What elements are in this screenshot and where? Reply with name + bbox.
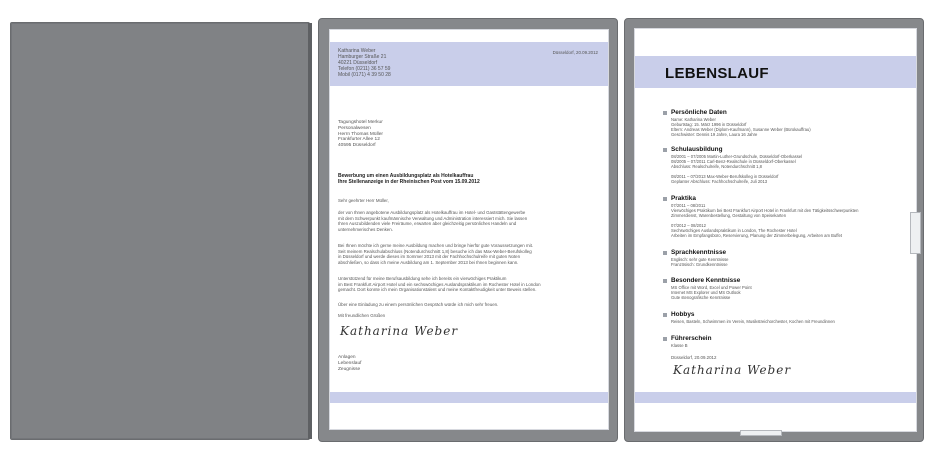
cv-section-internships [671, 195, 858, 238]
cv-section-skills [671, 277, 752, 300]
cv-section-school [671, 146, 802, 184]
letter-paragraph-1: der von Ihnen angebotene Ausbildungsplatz als Hotelkauffrau im Hotel- und Gaststättengewerbe mit dem Schwerpunkt kaufmännische Verwaltung und Administration interessiert mich. Sie lassen Ihren Auszubildenden viele Freiräume, erwarten aber gleichzeitig persönliches Handeln und unternehmerisches Denken. [338, 210, 528, 232]
letter-signature: Katharina Weber [340, 324, 459, 338]
cv-footer-band [635, 392, 916, 403]
bullet-square-icon [663, 337, 667, 341]
cv-sheet [634, 28, 917, 432]
cv-title: LEBENSLAUF [665, 65, 769, 82]
bullet-square-icon [663, 279, 667, 283]
cv-section-license [671, 335, 712, 348]
footer-band [330, 392, 608, 403]
cover-letter-sheet [329, 29, 609, 430]
letter-paragraph-2: Bei Ihnen möchte ich gerne meine Ausbildung machen und bringe hierfür gute Voraussetzungen mit. Seit meinem Realschulabschluss (Notendurchschnitt 1,8) besuche ich das Max-Weber-Berufskolleg in Düsseldorf und werde dieses im Sommer 2013 mit der Fachhochschulreife mit guten Noten abschließen, so dass ich meine Ausbildung am 1. September 2013 bei Ihnen beginnen kann. [338, 243, 534, 265]
section-text: Name: Katharina Weber Geburtstag: 15. März 1996 in Düsseldorf Eltern: Andreas Weber (Diplom-Kaufmann), Susanne Weber (Bürokauffrau) Geschwister: Dennis 19 Jahre, Laura 16 Jahre [671, 117, 811, 137]
closing: Mit freundlichen Grüßen [338, 313, 386, 318]
bullet-square-icon [663, 197, 667, 201]
section-text: Englisch: sehr gute Kenntnisse Französisch: Grundkenntnisse [671, 257, 729, 267]
folder-cover [10, 22, 310, 440]
section-heading: Besondere Kenntnisse [671, 277, 741, 284]
cv-section-personal [671, 109, 811, 137]
salutation: Sehr geehrter Herr Müller, [338, 198, 389, 203]
sender-address: Katharina Weber Hamburger Straße 21 40221 Düsseldorf Telefon (0211) 36 57 59 Mobil (0171) 4 39 50 28 [338, 48, 391, 78]
attachments: Anlagen Lebenslauf Zeugnisse [338, 355, 362, 372]
section-heading: Schulausbildung [671, 146, 723, 153]
section-heading: Hobbys [671, 311, 695, 318]
section-text: Klasse B [671, 343, 688, 348]
bullet-square-icon [663, 251, 667, 255]
cv-signature: Katharina Weber [673, 363, 792, 377]
letter-paragraph-3: Unterstützend für meine Berufsausbildung sehe ich bereits ein vierwöchiges Praktikum im Best Frankfurt Airport Hotel und ein sechswöchiges Auslandspraktikum im Rochester Hotel in London gemacht. Dort konnte ich mein Organisationstalent und meine Kontaktfreudigkeit unter Beweis stellen. [338, 276, 541, 293]
letter-subject: Bewerbung um einen Ausbildungsplatz als Hotelkauffrau Ihre Stellenanzeige in der Rheinischen Post vom 15.09.2012 [338, 173, 480, 185]
section-heading: Führerschein [671, 335, 712, 342]
section-heading: Praktika [671, 195, 696, 202]
section-text: Reisen, Basteln, Schwimmen im Verein, Musikstreichorchester, Kochen mit Freundinnen [671, 319, 835, 324]
letter-paragraph-4: Über eine Einladung zu einem persönlichen Gespräch würde ich mich sehr freuen. [338, 302, 499, 307]
section-text: 07/2011 – 08/2011 Vierwöchiges Praktikum bei Best Frankfurt Airport Hotel in Frankfurt mit den Tätigkeitsschwerpunkten Zimmerdienst, Warenbestellung, Gestaltung von Speisekarten 07/2012 – 08/2012 Sechswöchiges Auslandspraktikum in London, The Rochester Hotel Arbeiten im Empfangsbüro, Reservierung, Planung der Zimmerbelegung, Arbeiten am Buffet [671, 203, 859, 238]
section-heading: Sprachkenntnisse [671, 249, 727, 256]
bullet-square-icon [663, 148, 667, 152]
cv-date: Düsseldorf, 20.09.2012 [671, 355, 717, 360]
section-text: 08/2001 – 07/2005 Martin-Luther-Grundschule, Düsseldorf-Oberkassel 08/2005 – 07/2011 Carl-Benz-Realschule in Düsseldorf-Oberkassel Abschluss: Realschulreife, Notendurchschnitt 1,8 08/2011 – 07/2013 Max-Weber-Berufskolleg in Düsseldorf Geplanter Abschluss: Fachhochschulreife, Juli 2013 [671, 154, 803, 184]
letter-date: Düsseldorf, 20.09.2012 [552, 50, 598, 55]
section-heading: Persönliche Daten [671, 109, 727, 116]
bullet-square-icon [663, 313, 667, 317]
cv-section-languages [671, 249, 729, 267]
bullet-square-icon [663, 111, 667, 115]
cv-section-hobbies [671, 311, 835, 324]
pocket-tab-bottom [740, 430, 782, 436]
pocket-tab [910, 212, 921, 254]
recipient-address: Tagungshotel Merkur Personalwesen Herrn Thomas Müller Frankfurter Allee 12 40595 Düsseldorf [338, 120, 383, 149]
section-text: MS Office mit Word, Excel und Power Point Internet MS Explorer und MS Outlook Gute stenografische Kenntnisse [671, 285, 752, 300]
